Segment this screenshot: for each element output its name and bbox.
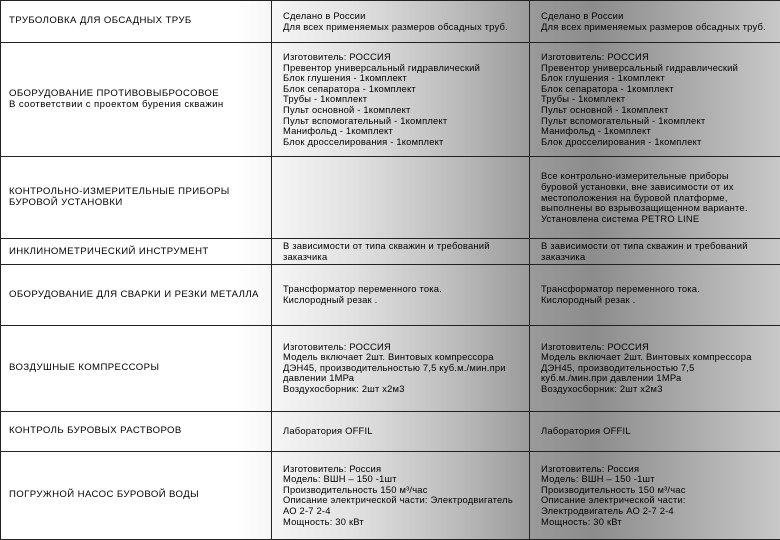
table-row — [1, 411, 780, 451]
row-label: КОНТРОЛЬ БУРОВЫХ РАСТВОРОВ — [1, 411, 272, 451]
row-label: ИНКЛИНОМЕТРИЧЕСКИЙ ИНСТРУМЕНТ — [1, 239, 272, 265]
spec-cell: Трансформатор переменного тока. Кислородный резак . — [530, 265, 780, 325]
spec-cell: Лаборатория OFFIL — [530, 411, 780, 451]
row-label: КОНТРОЛЬНО-ИЗМЕРИТЕЛЬНЫЕ ПРИБОРЫ БУРОВОЙ УСТАНОВКИ — [1, 157, 272, 239]
spec-cell: Изготовитель: Россия Модель: ВШН – 150 -1шт Производительность 150 м³/час Описание электрической части: Электродвигатель АО 2-7 2-4 Мощность: 30 кВт — [272, 451, 530, 539]
row-label: ОБОРУДОВАНИЕ ДЛЯ СВАРКИ И РЕЗКИ МЕТАЛЛА — [1, 265, 272, 325]
spec-cell: В зависимости от типа скважин и требований заказчика — [530, 239, 780, 265]
table-row — [1, 451, 780, 539]
table-row — [1, 325, 780, 411]
spec-cell: Изготовитель: РОССИЯ Превентор универсальный гидравлический Блок глушения - 1комплект Блок сепаратора - 1комплект Трубы - 1комплект Пульт основной - 1комплект Пульт вспомогательный - 1комплект Манифольд - 1комплект Блок дросселирования - 1комплект — [530, 43, 780, 157]
spec-cell: В зависимости от типа скважин и требований заказчика — [272, 239, 530, 265]
spec-cell: Трансформатор переменного тока. Кислородный резак . — [272, 265, 530, 325]
spec-cell: Сделано в России Для всех применяемых размеров обсадных труб. — [272, 1, 530, 43]
spec-cell: Изготовитель: Россия Модель: ВШН – 150 -1шт Производительность 150 м³/час Описание электрической части: Электродвигатель АО 2-7 2-4 Мощность: 30 кВт — [530, 451, 780, 539]
spec-cell: Лаборатория OFFIL — [272, 411, 530, 451]
row-label: ТРУБОЛОВКА ДЛЯ ОБСАДНЫХ ТРУБ — [1, 1, 272, 43]
row-label: ОБОРУДОВАНИЕ ПРОТИВОВЫБРОСОВОЕ В соответствии с проектом бурения скважин — [1, 43, 272, 157]
table-row — [1, 265, 780, 325]
spec-cell: Изготовитель: РОССИЯ Модель включает 2шт. Винтовых компрессора ДЭН45, производительностью 7,5 куб.м./мин.при давлении 1МРа Воздухосборник: 2шт х2м3 — [530, 325, 780, 411]
row-label: ВОЗДУШНЫЕ КОМПРЕССОРЫ — [1, 325, 272, 411]
table-row — [1, 157, 780, 239]
row-label: ПОГРУЖНОЙ НАСОС БУРОВОЙ ВОДЫ — [1, 451, 272, 539]
spec-cell: Сделано в России Для всех применяемых размеров обсадных труб. — [530, 1, 780, 43]
table-row — [1, 239, 780, 265]
spec-cell: Изготовитель: РОССИЯ Превентор универсальный гидравлический Блок глушения - 1комплект Блок сепаратора - 1комплект Трубы - 1комплект Пульт основной - 1комплект Пульт вспомогательный - 1комплект Манифольд - 1комплект Блок дросселирования - 1комплект — [272, 43, 530, 157]
spec-cell: Изготовитель: РОССИЯ Модель включает 2шт. Винтовых компрессора ДЭН45, производительностью 7,5 куб.м./мин.при давлении 1МРа Воздухосборник: 2шт х2м3 — [272, 325, 530, 411]
spec-cell: Все контрольно-измерительные приборы буровой установки, вне зависимости от их местоположения на буровой платформе, выполнены во взрывозащищенном варианте. Установлена система PETRO LINE — [530, 157, 780, 239]
table-row — [1, 1, 780, 43]
spec-cell — [272, 157, 530, 239]
table-row — [1, 43, 780, 157]
